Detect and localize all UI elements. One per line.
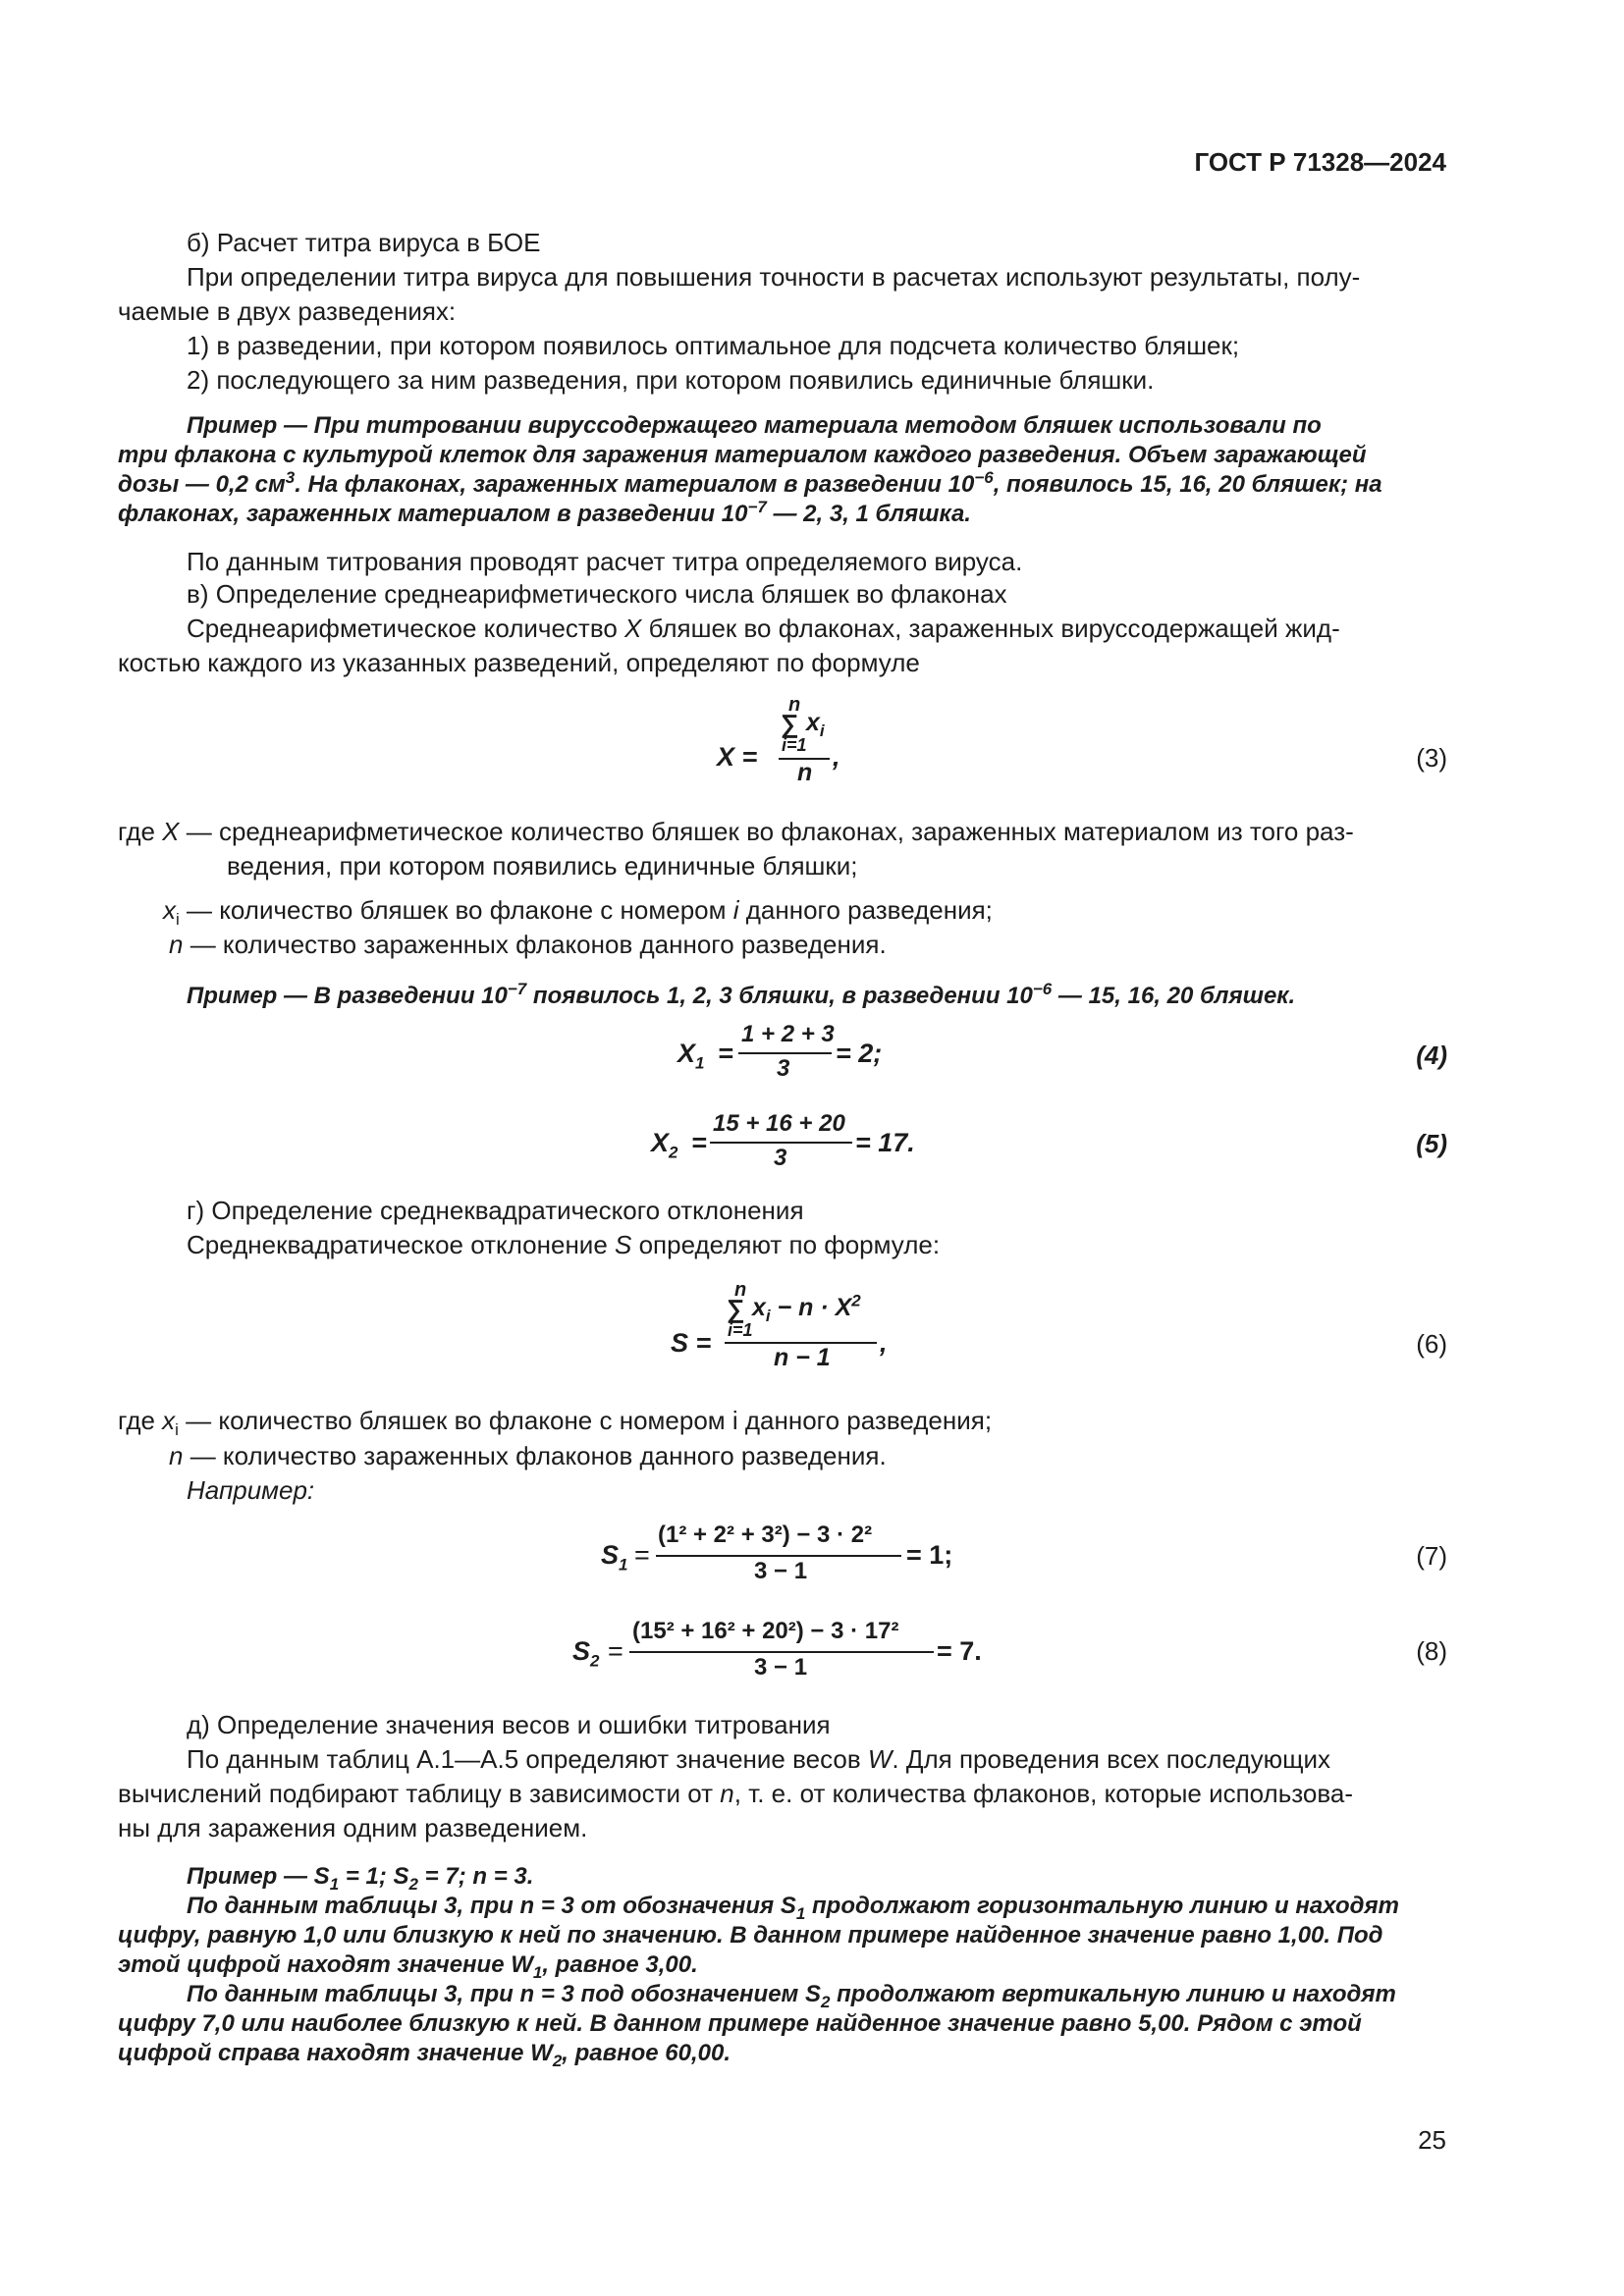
where-X-line2: ведения, при котором появились единичные бляшки; — [227, 851, 858, 881]
example3-line2: По данным таблицы 3, при n = 3 от обозначения $S_1$ продолжают горизонтальную линию и находят — [187, 1893, 1399, 1923]
where-X-line1: где X — среднеарифметическое количество бляшек во флаконах, зараженных материалом из того раз- — [118, 817, 1354, 846]
section-d-para-line2: вычислений подбирают таблицу в зависимости от n, т. е. от количества флаконов, которые использова- — [118, 1779, 1354, 1808]
example3-line4: этой цифрой находят значение $W_1$, равное 3,00. — [118, 1951, 698, 1982]
sum-sign: ∑ — [781, 709, 799, 738]
example3-line7: цифрой справа находят значение $W_2$, равное 60,00. — [118, 2040, 731, 2070]
where-xi-line: $x_i$ — количество бляшек во флаконе с номером i данного разведения; — [163, 895, 993, 930]
section-b-heading: б) Расчет титра вируса в БОЕ — [187, 228, 541, 257]
sum-sign: ∑ — [727, 1294, 745, 1323]
section-b-para-line1: При определении титра вируса для повышения точности в расчетах используют результаты, полу- — [187, 262, 1361, 292]
example-line3: дозы — 0,2 $см^3$. На флаконах, зараженных материалом в разведении $10^{-6}$, появилось 15, 16, 20 бляшек; на — [118, 468, 1382, 498]
section-v-para-line1: Среднеарифметическое количество X бляшек во флаконах, зараженных вируссодержащей жид- — [187, 614, 1340, 643]
equation-number-5: (5) — [1416, 1129, 1447, 1158]
example-line4: флаконах, зараженных материалом в разведении $10^{-7}$ — 2, 3, 1 бляшка. — [118, 498, 971, 527]
for-example-label: Например: — [187, 1475, 315, 1505]
example-line2: три флакона с культурой клеток для заражения материалом каждого разведения. Объем заражающей — [118, 442, 1367, 468]
after-example-text: По данным титрования проводят расчет титра определяемого вируса. — [187, 547, 1023, 576]
section-b-para-line2: чаемые в двух разведениях: — [118, 296, 457, 326]
page-number: 25 — [1418, 2125, 1446, 2155]
example3-line5: По данным таблицы 3, при n = 3 под обозначением $S_2$ продолжают вертикальную линию и находят — [187, 1981, 1396, 2011]
section-d-para-line3: ны для заражения одним разведением. — [118, 1813, 588, 1842]
where-xi-line-g: где $x_i$ — количество бляшек во флаконе с номером i данного разведения; — [118, 1406, 993, 1440]
where-n-line: n — количество зараженных флаконов данного разведения. — [169, 930, 887, 959]
equation-number-6: (6) — [1416, 1329, 1447, 1359]
section-b-item1: 1) в разведении, при котором появилось оптимальное для подсчета количество бляшек; — [187, 331, 1240, 360]
example3-line1: Пример — $S_1 = 1$; $S_2 = 7$; n = 3. — [187, 1863, 534, 1894]
section-g-para: Среднеквадратическое отклонение S определяют по формуле: — [187, 1230, 941, 1259]
equation-number-3: (3) — [1416, 743, 1447, 773]
section-b-item2: 2) последующего за ним разведения, при котором появились единичные бляшки. — [187, 365, 1155, 395]
section-d-para-line1: По данным таблиц А.1—А.5 определяют значение весов W. Для проведения всех последующих — [187, 1744, 1330, 1774]
document-code: ГОСТ Р 71328—2024 — [1194, 147, 1446, 177]
where-n-line-g: n — количество зараженных флаконов данного разведения. — [169, 1441, 887, 1470]
fraction-bar — [629, 1651, 934, 1653]
equation-number-8: (8) — [1416, 1636, 1447, 1666]
fraction-bar — [656, 1555, 901, 1557]
example3-line3: цифру, равную 1,0 или близкую к ней по значению. В данном примере найденное значение равно 1,00. Под — [118, 1922, 1383, 1949]
example3-line6: цифру 7,0 или наиболее близкую к ней. В данном примере найденное значение равно 5,00. Рядом с этой — [118, 2010, 1362, 2037]
section-v-para-line2: костью каждого из указанных разведений, определяют по формуле — [118, 648, 920, 677]
section-g-heading: г) Определение среднеквадратического отклонения — [187, 1196, 804, 1225]
equation-number-7: (7) — [1416, 1541, 1447, 1571]
equation-number-4: (4) — [1416, 1041, 1447, 1070]
section-d-heading: д) Определение значения весов и ошибки титрования — [187, 1710, 831, 1739]
section-v-heading: в) Определение среднеарифметического числа бляшек во флаконах — [187, 579, 1007, 609]
example2-line: Пример — В разведении $10^{-7}$ появилось 1, 2, 3 бляшки, в разведении $10^{-6}$ — 15, 16, 20 бляшек. — [187, 980, 1296, 1009]
fraction-bar — [710, 1142, 852, 1144]
fraction-bar — [738, 1052, 832, 1054]
example-line1: Пример — При титровании вируссодержащего материала методом бляшек использовали по — [187, 412, 1322, 439]
